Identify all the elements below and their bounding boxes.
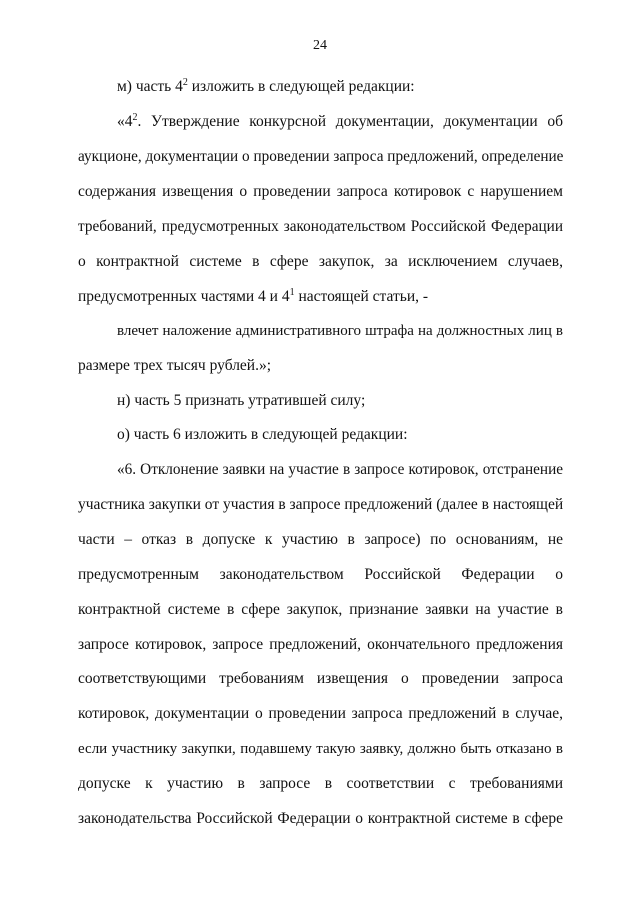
item-m-text: м) часть 4 (117, 78, 183, 95)
paragraph-4-2-line-3: содержания извещения о проведении запроса котировок с нарушением (78, 183, 563, 200)
paragraph-6-line: допуске к участию в запросе в соответствии с требованиями (78, 775, 563, 792)
paragraph-6-line: предусмотренным законодательством Российской Федерации о (78, 566, 563, 583)
paragraph-4-2-line-6 (78, 286, 563, 308)
paragraph-6-line: если участнику закупки, подавшему такую заявку, должно быть отказано в (78, 741, 563, 757)
item-n-line: н) часть 5 признать утратившей силу; (117, 392, 366, 409)
paragraph-6-line: контрактной системе в сфере закупок, признание заявки на участие в (78, 601, 563, 618)
superscript: 2 (132, 112, 138, 123)
page-number: 24 (313, 38, 327, 53)
paragraph-6-line: участника закупки от участия в запросе предложений (далее в настоящей (78, 496, 564, 513)
paragraph-6-line: «6. Отклонение заявки на участие в запросе котировок, отстранение (117, 461, 563, 478)
paragraph-6-line: котировок, документации о проведении запроса предложений в случае, (78, 705, 563, 722)
p42-line6-end: настоящей статьи, - (294, 288, 429, 305)
p42-open: «4 (117, 113, 133, 130)
penalty-line-1: влечет наложение административного штрафа на должностных лиц в (117, 323, 563, 339)
item-m-line (117, 76, 563, 98)
p42-line1-text: . Утверждение конкурсной документации, документации об (137, 113, 563, 130)
p42-line6-text: предусмотренных частями 4 и 4 (78, 288, 290, 305)
superscript: 1 (289, 287, 295, 298)
paragraph-6-line: части – отказ в допуске к участию в запросе) по основаниям, не (78, 531, 563, 548)
paragraph-6-line: запросе котировок, запросе предложений, окончательного предложения (78, 636, 563, 653)
paragraph-4-2-line-1 (117, 111, 563, 133)
paragraph-4-2-line-4: требований, предусмотренных законодательством Российской Федерации (78, 218, 563, 235)
item-m-text-end: изложить в следующей редакции: (187, 78, 415, 95)
paragraph-4-2-line-5: о контрактной системе в сфере закупок, за исключением случаев, (78, 253, 563, 270)
superscript: 2 (182, 77, 188, 88)
paragraph-6-line: законодательства Российской Федерации о контрактной системе в сфере (78, 810, 563, 827)
item-o-line: о) часть 6 изложить в следующей редакции: (117, 426, 408, 443)
penalty-line-2: размере трех тысяч рублей.»; (78, 357, 272, 374)
paragraph-4-2-line-2: аукционе, документации о проведении запроса предложений, определение (78, 148, 564, 165)
paragraph-6-line: соответствующими требованиям извещения о проведении запроса (78, 670, 563, 687)
